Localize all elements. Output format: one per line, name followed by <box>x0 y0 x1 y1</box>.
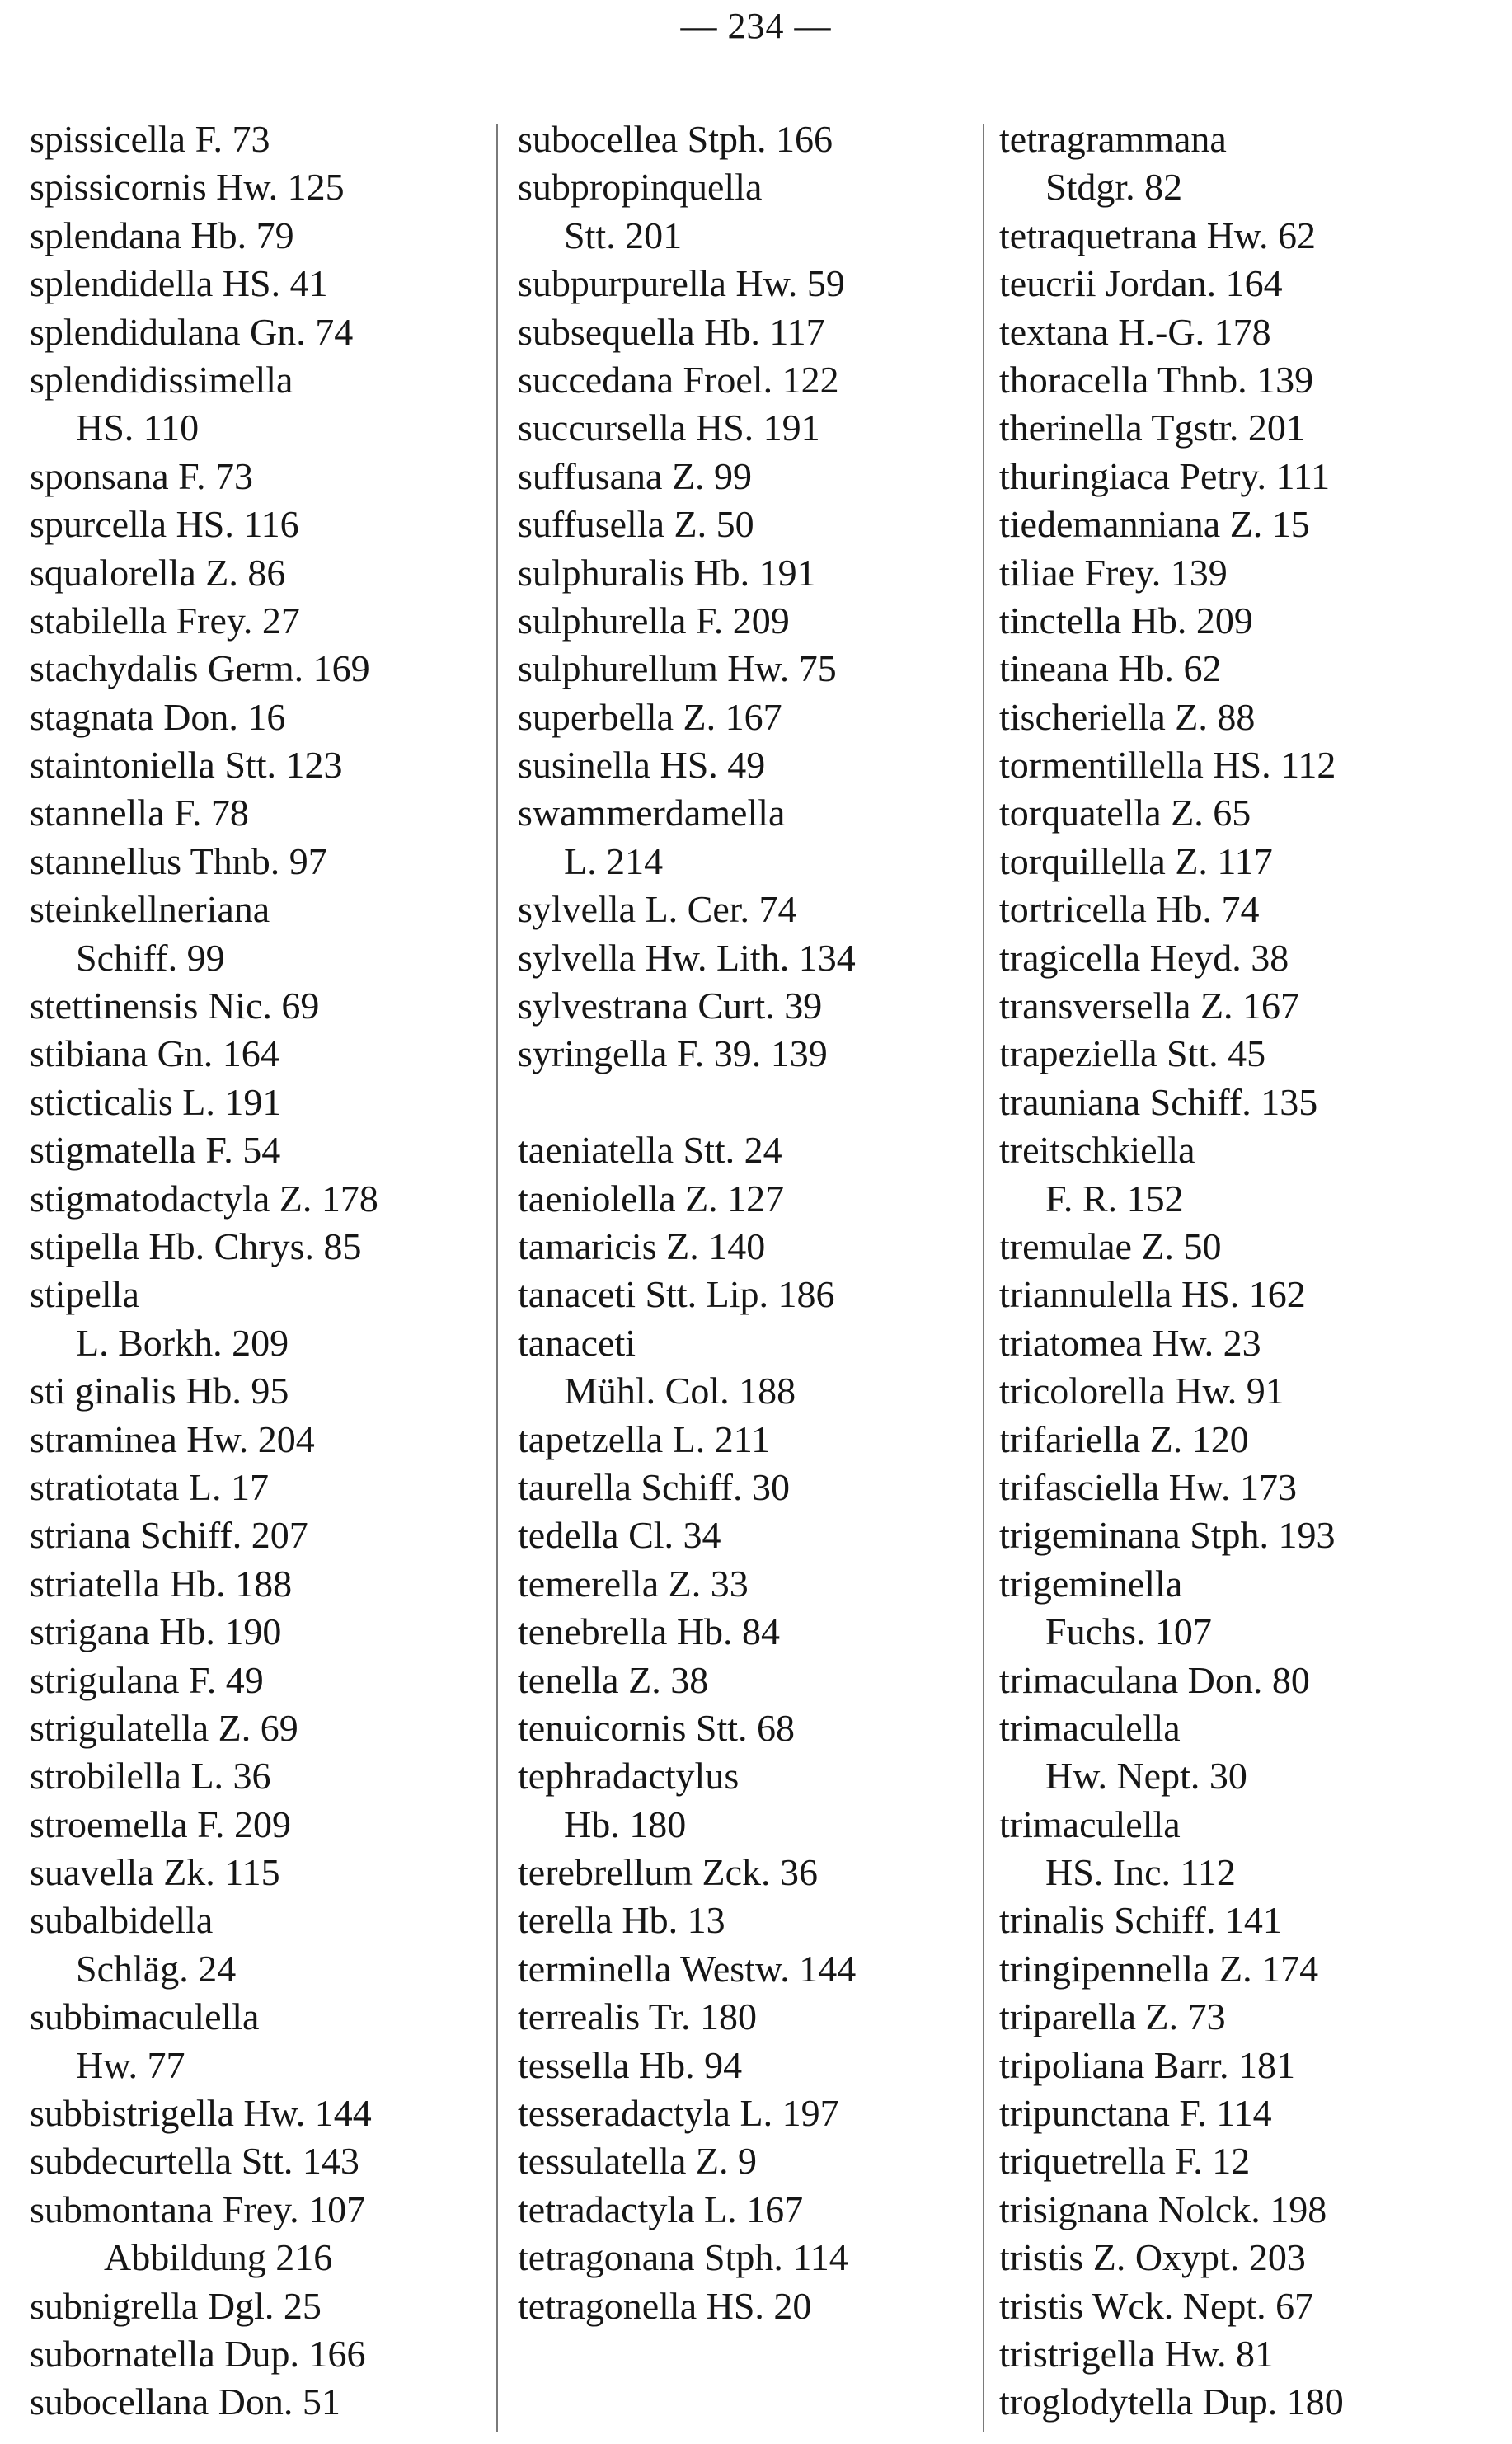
index-entry: tischeriella Z. 88 <box>999 695 1256 738</box>
index-entry: Schiff. 99 <box>76 936 225 979</box>
index-entry: trinalis Schiff. 141 <box>999 1899 1282 1942</box>
index-column-3 <box>999 115 1494 2427</box>
index-entry: triannulella HS. 162 <box>999 1273 1306 1316</box>
index-entry: strigulatella Z. 69 <box>30 1706 298 1749</box>
index-entry: tristrigella Hw. 81 <box>999 2332 1275 2375</box>
index-entry: trapeziella Stt. 45 <box>999 1032 1266 1075</box>
index-entry: sulphurellum Hw. 75 <box>518 647 837 690</box>
index-entry: temerella Z. 33 <box>518 1562 749 1605</box>
index-entry: subbistrigella Hw. 144 <box>30 2092 372 2135</box>
index-entry: spurcella HS. 116 <box>30 503 299 546</box>
index-entry: tripunctana F. 114 <box>999 2092 1272 2135</box>
index-entry: swammerdamella <box>518 792 786 834</box>
index-entry: tortricella Hb. 74 <box>999 888 1260 931</box>
index-entry: sylvestrana Curt. 39 <box>518 985 823 1027</box>
index-entry: sponsana F. 73 <box>30 454 254 497</box>
index-entry: Hw. Nept. 30 <box>1045 1755 1247 1798</box>
index-entry: subbimaculella <box>30 1995 260 2038</box>
index-entry: tenuicornis Stt. 68 <box>518 1706 796 1749</box>
index-entry: stagnata Don. 16 <box>30 695 286 738</box>
index-entry: terminella Westw. 144 <box>518 1947 857 1990</box>
index-entry: sticticalis L. 191 <box>30 1080 282 1123</box>
index-entry: strobilella L. 36 <box>30 1755 271 1798</box>
index-entry: Abbildung 216 <box>104 2236 333 2279</box>
index-entry: trifasciella Hw. 173 <box>999 1465 1298 1508</box>
index-entry: thoracella Thnb. 139 <box>999 358 1314 401</box>
index-entry: tesseradactyla L. 197 <box>518 2092 839 2135</box>
index-entry: HS. 110 <box>76 407 200 449</box>
index-entry: textana H.-G. 178 <box>999 310 1271 353</box>
index-entry: suavella Zk. 115 <box>30 1851 280 1894</box>
index-entry: Schläg. 24 <box>76 1947 237 1990</box>
index-entry: Stt. 201 <box>564 214 683 256</box>
index-entry: subalbidella <box>30 1899 214 1942</box>
index-entry: tricolorella Hw. 91 <box>999 1370 1284 1412</box>
index-entry: tormentillella HS. 112 <box>999 744 1336 787</box>
index-entry: subornatella Dup. 166 <box>30 2332 366 2375</box>
index-entry: L. Borkh. 209 <box>76 1321 289 1364</box>
index-entry: trimaculella <box>999 1706 1181 1749</box>
index-entry: susinella HS. 49 <box>518 744 766 787</box>
index-entry: sylvella L. Cer. 74 <box>518 888 797 931</box>
index-entry: sulphuralis Hb. 191 <box>518 551 816 594</box>
index-entry: trimaculana Don. 80 <box>999 1658 1310 1701</box>
index-entry: stipella Hb. Chrys. 85 <box>30 1224 362 1267</box>
index-entry: spissicella F. 73 <box>30 118 270 160</box>
index-entry: tragicella Heyd. 38 <box>999 936 1289 979</box>
index-entry: tringipennella Z. 174 <box>999 1947 1319 1990</box>
index-entry: tristis Z. Oxypt. 203 <box>999 2236 1306 2279</box>
index-entry: subsequella Hb. 117 <box>518 310 825 353</box>
index-entry: stigmatella F. 54 <box>30 1129 281 1172</box>
index-entry: tamaricis Z. 140 <box>518 1224 766 1267</box>
index-entry: tetragonella HS. 20 <box>518 2284 812 2327</box>
index-entry: stroemella F. 209 <box>30 1802 291 1845</box>
index-entry: subocellana Don. 51 <box>30 2381 340 2423</box>
index-entry: triquetrella F. 12 <box>999 2140 1251 2183</box>
index-entry: succursella HS. 191 <box>518 407 820 449</box>
index-entry: splendidissimella <box>30 358 293 401</box>
index-entry: stannellus Thnb. 97 <box>30 839 327 882</box>
index-entry: squalorella Z. 86 <box>30 551 286 594</box>
index-entry: Stdgr. 82 <box>1045 166 1183 209</box>
index-entry: trigeminella <box>999 1562 1183 1605</box>
index-entry: sti ginalis Hb. 95 <box>30 1370 289 1412</box>
index-entry: tanaceti <box>518 1321 636 1364</box>
index-entry: tenebrella Hb. 84 <box>518 1610 781 1653</box>
index-entry: terrealis Tr. 180 <box>518 1995 758 2038</box>
index-entry: tetradactyla L. 167 <box>518 2188 804 2230</box>
index-entry: Hw. 77 <box>76 2043 185 2086</box>
index-entry: tapetzella L. 211 <box>518 1417 771 1460</box>
index-entry: Hb. 180 <box>564 1802 687 1845</box>
index-entry: sylvella Hw. Lith. 134 <box>518 936 856 979</box>
index-entry: tripoliana Barr. 181 <box>999 2043 1295 2086</box>
index-entry: suffusana Z. 99 <box>518 454 753 497</box>
index-entry: staintoniella Stt. 123 <box>30 744 343 787</box>
index-entry: tiedemanniana Z. 15 <box>999 503 1310 546</box>
index-entry: stigmatodactyla Z. 178 <box>30 1177 378 1220</box>
index-entry: succedana Froel. 122 <box>518 358 839 401</box>
index-entry: splendidella HS. 41 <box>30 262 328 305</box>
index-entry: trisignana Nolck. 198 <box>999 2188 1327 2230</box>
index-entry: tetragrammana <box>999 118 1227 160</box>
index-entry: torquillella Z. 117 <box>999 839 1273 882</box>
index-entry: thuringiaca Petry. 111 <box>999 454 1331 497</box>
index-entry: steinkellneriana <box>30 888 270 931</box>
index-entry: trigeminana Stph. 193 <box>999 1514 1336 1557</box>
index-column-2 <box>518 115 979 2330</box>
page-number: — 234 — <box>680 6 832 46</box>
index-entry: therinella Tgstr. 201 <box>999 407 1305 449</box>
index-entry: trauniana Schiff. 135 <box>999 1080 1318 1123</box>
index-entry: tiliae Frey. 139 <box>999 551 1228 594</box>
index-entry: taeniatella Stt. 24 <box>518 1129 782 1172</box>
index-entry: tremulae Z. 50 <box>999 1224 1222 1267</box>
index-entry: transversella Z. 167 <box>999 985 1300 1027</box>
index-entry: troglodytella Dup. 180 <box>999 2381 1344 2423</box>
index-entry: L. 214 <box>564 839 664 882</box>
index-entry: stachydalis Germ. 169 <box>30 647 370 690</box>
index-entry: HS. Inc. 112 <box>1045 1851 1236 1894</box>
index-entry: straminea Hw. 204 <box>30 1417 315 1460</box>
index-entry: tenella Z. 38 <box>518 1658 709 1701</box>
index-entry: tanaceti Stt. Lip. 186 <box>518 1273 835 1316</box>
index-entry: tristis Wck. Nept. 67 <box>999 2284 1314 2327</box>
index-entry: superbella Z. 167 <box>518 695 782 738</box>
index-entry: stratiotata L. 17 <box>30 1465 269 1508</box>
index-entry: terella Hb. 13 <box>518 1899 725 1942</box>
index-entry: trifariella Z. 120 <box>999 1417 1249 1460</box>
index-entry: subpropinquella <box>518 166 763 209</box>
index-entry: taeniolella Z. 127 <box>518 1177 785 1220</box>
index-entry: F. R. 152 <box>1045 1177 1184 1220</box>
index-entry: striatella Hb. 188 <box>30 1562 293 1605</box>
index-entry: tessulatella Z. 9 <box>518 2140 757 2183</box>
index-entry: tetraquetrana Hw. 62 <box>999 214 1317 256</box>
index-entry: taurella Schiff. 30 <box>518 1465 790 1508</box>
index-entry: stettinensis Nic. 69 <box>30 985 320 1027</box>
index-entry: stannella F. 78 <box>30 792 249 834</box>
index-entry: triatomea Hw. 23 <box>999 1321 1261 1364</box>
index-entry: splendidulana Gn. 74 <box>30 310 354 353</box>
index-entry: sulphurella F. 209 <box>518 599 790 642</box>
index-entry: Fuchs. 107 <box>1045 1610 1212 1653</box>
index-entry: tessella Hb. 94 <box>518 2043 743 2086</box>
index-entry: strigulana F. 49 <box>30 1658 264 1701</box>
index-entry: striana Schiff. 207 <box>30 1514 308 1557</box>
column-divider <box>983 124 984 2432</box>
index-entry: spissicornis Hw. 125 <box>30 166 345 209</box>
index-entry: terebrellum Zck. 36 <box>518 1851 819 1894</box>
index-column-1 <box>30 115 500 2427</box>
index-entry: subpurpurella Hw. 59 <box>518 262 845 305</box>
index-entry: trimaculella <box>999 1802 1181 1845</box>
index-entry: tedella Cl. 34 <box>518 1514 721 1557</box>
index-entry: Mühl. Col. 188 <box>564 1370 796 1412</box>
index-entry: suffusella Z. 50 <box>518 503 754 546</box>
index-entry: subocellea Stph. 166 <box>518 118 833 160</box>
index-entry: torquatella Z. 65 <box>999 792 1251 834</box>
index-entry: stabilella Frey. 27 <box>30 599 300 642</box>
index-entry: stipella <box>30 1273 139 1316</box>
index-entry: subdecurtella Stt. 143 <box>30 2140 359 2183</box>
index-entry: stibiana Gn. 164 <box>30 1032 279 1075</box>
index-entry: subnigrella Dgl. 25 <box>30 2284 322 2327</box>
index-entry: splendana Hb. 79 <box>30 214 294 256</box>
index-entry: triparella Z. 73 <box>999 1995 1226 2038</box>
index-entry: teucrii Jordan. 164 <box>999 262 1283 305</box>
index-entry: syringella F. 39. 139 <box>518 1032 828 1075</box>
index-entry: treitschkiella <box>999 1129 1195 1172</box>
section-gap <box>518 1079 979 1126</box>
index-entry: strigana Hb. 190 <box>30 1610 282 1653</box>
index-entry: tephradactylus <box>518 1755 740 1798</box>
index-entry: tinctella Hb. 209 <box>999 599 1253 642</box>
index-entry: tetragonana Stph. 114 <box>518 2236 848 2279</box>
index-entry: submontana Frey. 107 <box>30 2188 366 2230</box>
index-entry: tineana Hb. 62 <box>999 647 1222 690</box>
